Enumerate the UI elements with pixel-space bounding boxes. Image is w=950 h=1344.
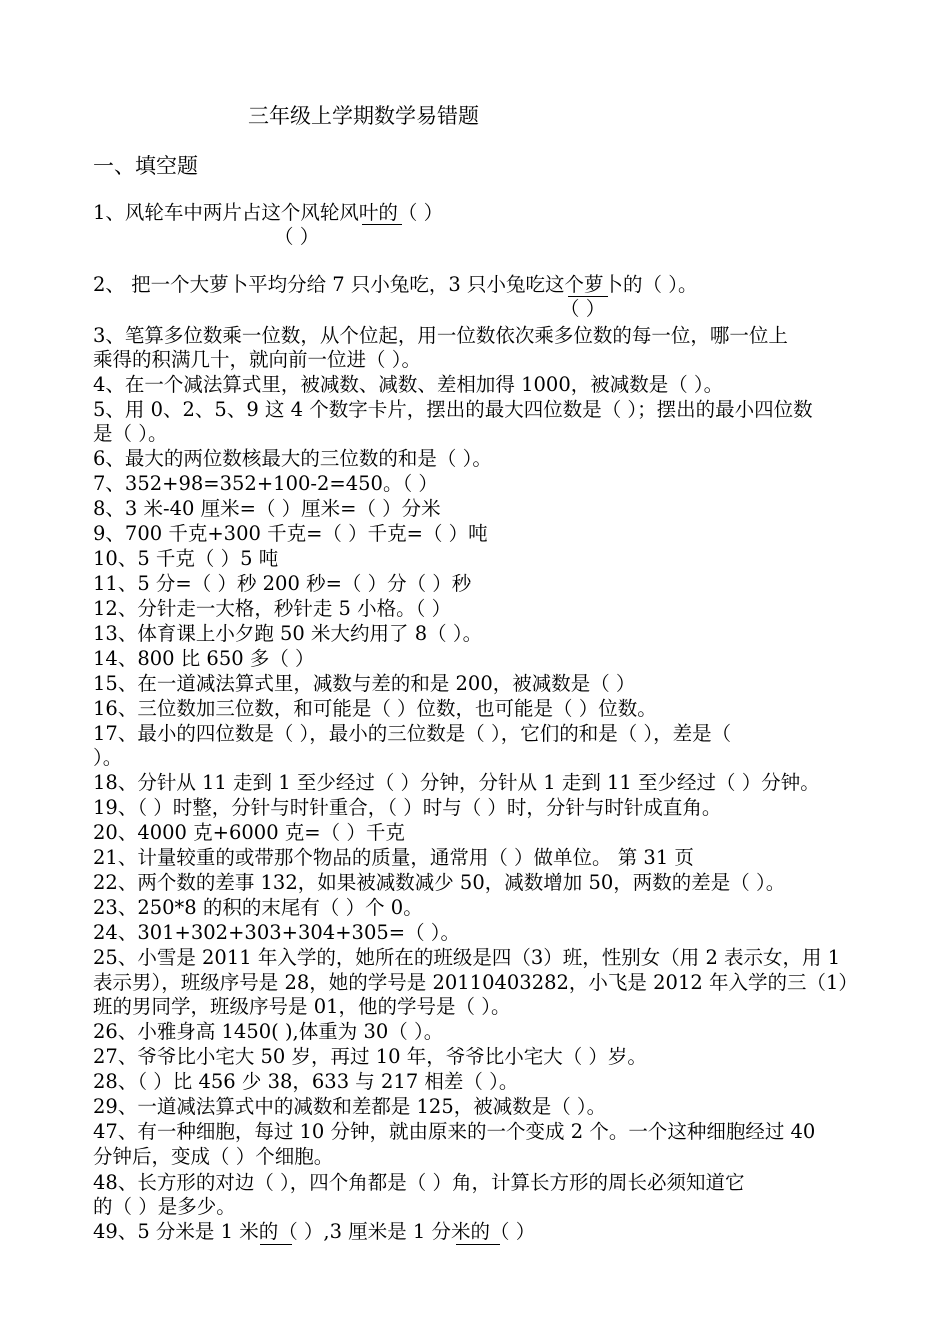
question-line: 48、长方形的对边（ ），四个角都是（ ）角，计算长方形的周长必须知道它 <box>93 1171 745 1194</box>
question-line: 25、小雪是 2011 年入学的，她所在的班级是四（3）班，性别女（用 2 表示女，用 1 <box>93 946 841 969</box>
question-line: 15、在一道减法算式里，减数与差的和是 200，被减数是（ ） <box>93 672 636 695</box>
question-line: 27、爷爷比小宅大 50 岁，再过 10 年，爷爷比小宅大（ ）岁。 <box>93 1045 647 1068</box>
question-line: 乘得的积满几十，就向前一位进（ ）。 <box>93 348 421 371</box>
question-line: 5、用 0、2、5、9 这 4 个数字卡片，摆出的最大四位数是（ ）；摆出的最小四位数 <box>93 398 813 421</box>
fraction-denominator-blank: （ ） <box>274 225 320 248</box>
question-line: 20、4000 克+6000 克=（ ）千克 <box>93 821 405 844</box>
underline-mark <box>456 1244 500 1245</box>
underline-mark <box>362 224 402 225</box>
question-line: 的（ ）是多少。 <box>93 1195 236 1218</box>
question-line: 4、在一个减法算式里，被减数、减数、差相加得 1000，被减数是（ ）。 <box>93 373 724 396</box>
question-line: 49、5 分米是 1 米的（ ）,3 厘米是 1 分米的（ ） <box>93 1220 536 1243</box>
question-line: 1、风轮车中两片占这个风轮风叶的（ ） <box>93 201 444 224</box>
underline-mark <box>568 296 608 297</box>
question-line: 10、5 千克（ ）5 吨 <box>93 547 279 570</box>
question-line: 22、两个数的差事 132，如果被减数减少 50，减数增加 50，两数的差是（ ）。 <box>93 871 786 894</box>
question-line: 16、三位数加三位数，和可能是（ ）位数，也可能是（ ）位数。 <box>93 697 657 720</box>
question-line: 8、3 米-40 厘米=（ ）厘米=（ ）分米 <box>93 497 441 520</box>
question-line: 26、小雅身高 1450( ),体重为 30（ ）。 <box>93 1020 444 1043</box>
question-line: 11、5 分=（ ）秒 200 秒=（ ）分（ ）秒 <box>93 572 472 595</box>
question-line: 3、笔算多位数乘一位数，从个位起，用一位数依次乘多位数的每一位，哪一位上 <box>93 324 788 347</box>
question-line: 表示男），班级序号是 28，她的学号是 20110403282，小飞是 2012 年入学的三（1） <box>93 971 858 994</box>
question-line: 分钟后，变成（ ）个细胞。 <box>93 1145 334 1168</box>
question-line: 17、最小的四位数是（ ），最小的三位数是（ ），它们的和是（ ），差是（ <box>93 722 732 745</box>
question-line: 19、（ ）时整，分针与时针重合，（ ）时与（ ）时，分针与时针成直角。 <box>93 796 722 819</box>
question-line: 14、800 比 650 多（ ） <box>93 647 315 670</box>
question-line: 47、有一种细胞，每过 10 分钟，就由原来的一个变成 2 个。一个这种细胞经过 40 <box>93 1120 816 1143</box>
document-title: 三年级上学期数学易错题 <box>248 104 479 128</box>
underline-mark <box>260 1244 292 1245</box>
question-line: 24、301+302+303+304+305=（ ）。 <box>93 921 461 944</box>
question-line: 是（ ）。 <box>93 422 168 445</box>
question-line: 2、 把一个大萝卜平均分给 7 只小兔吃，3 只小兔吃这个萝卜的（ ）。 <box>93 273 698 296</box>
question-line: 班的男同学，班级序号是 01，他的学号是（ ）。 <box>93 995 511 1018</box>
question-line: 21、计量较重的或带那个物品的质量，通常用（ ）做单位。 第 31 页 <box>93 846 694 869</box>
question-line: 9、700 千克+300 千克=（ ）千克=（ ）吨 <box>93 522 488 545</box>
question-line: 13、体育课上小夕跑 50 米大约用了 8（ ）。 <box>93 622 483 645</box>
question-line: 18、分针从 11 走到 1 至少经过（ ）分钟，分针从 1 走到 11 至少经过（ ）分钟。 <box>93 771 820 794</box>
question-line: 29、一道减法算式中的减数和差都是 125，被减数是（ ）。 <box>93 1095 607 1118</box>
question-line: 28、（ ）比 456 少 38，633 与 217 相差（ ）。 <box>93 1070 519 1093</box>
section-heading: 一、填空题 <box>93 154 198 178</box>
question-line: ）。 <box>93 746 123 769</box>
question-line: 23、250*8 的积的末尾有（ ）个 0。 <box>93 896 423 919</box>
question-line: 7、352+98=352+100-2=450。（ ） <box>93 472 438 495</box>
question-line: 6、最大的两位数核最大的三位数的和是（ ）。 <box>93 447 492 470</box>
fraction-denominator-blank: （ ） <box>560 297 606 320</box>
question-line: 12、分针走一大格，秒针走 5 小格。（ ） <box>93 597 452 620</box>
